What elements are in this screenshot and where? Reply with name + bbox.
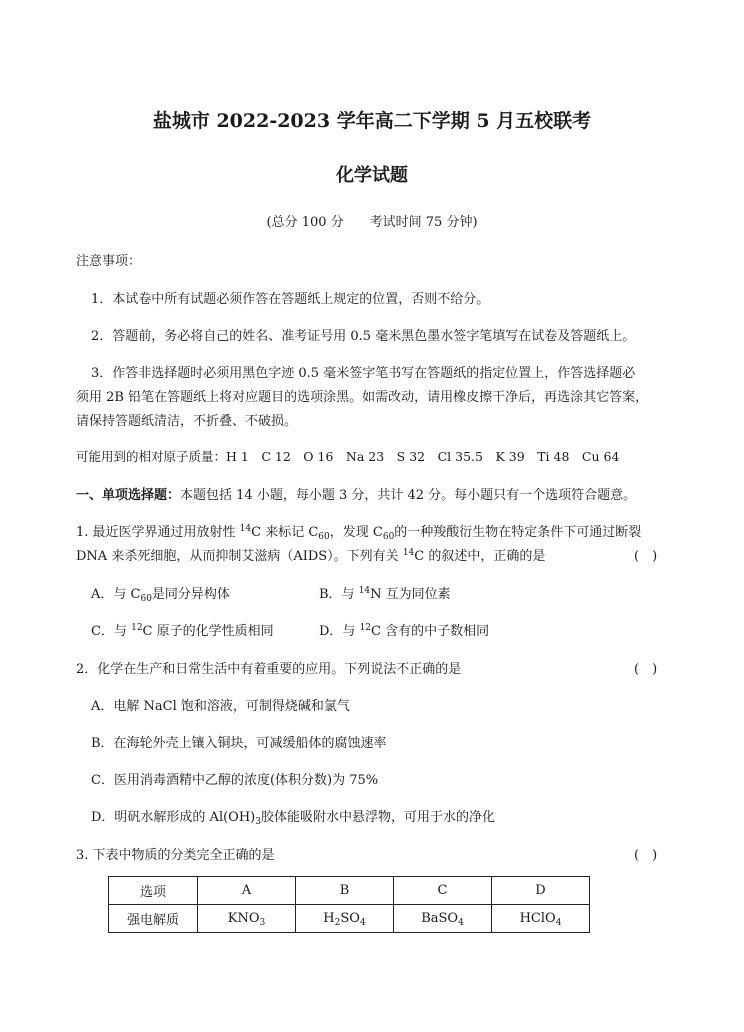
section-label: 一、单项选择题： [76,488,181,503]
q1-sup: 12 [359,623,372,633]
formula-text: BaSO [421,911,459,926]
formula-sub: 2 [334,918,341,928]
q1-sup: 14 [239,524,252,534]
note-item-2: 2．答题前，务必将自己的姓名、准考证号用 0.5 毫米黑色墨水签字笔填写在试卷及答题纸上。 [91,329,636,344]
exam-title: 盐城市 2022-2023 学年高二下学期 5 月五校联考 [152,110,592,132]
q1-sub: 60 [382,532,395,542]
exam-subtitle: 化学试题 [336,165,408,186]
q1-sub: 60 [140,594,152,604]
q1-option-text: 是同分异构体 [151,587,230,602]
q1-text: C 的叙述中，正确的是 [414,549,546,564]
table-header-cell: 选项 [109,877,198,905]
exam-meta: (总分 100 分 考试时间 75 分钟) [266,215,478,230]
q1-option-b [319,583,451,602]
q2-sub: 3 [255,817,261,827]
table-cell [296,905,394,933]
q1-stem-line1 [76,521,641,540]
note-item-3-cont2: 请保持答题纸清洁，不折叠、不破损。 [76,414,298,429]
table-row [109,905,590,933]
table-cell [394,905,492,933]
q1-sup: 14 [402,548,415,558]
q1-stem-line2 [76,545,545,564]
q2-option-text: 胶体能吸附水中悬浮物，可用于水的净化 [260,810,495,825]
q1-option-a [91,583,230,602]
q1-answer-paren: ( ) [634,549,658,564]
table-cell [492,905,590,933]
formula-sub: 4 [555,918,562,928]
q3-stem: 3. 下表中物质的分类完全正确的是 [76,848,275,863]
q2-option-b: B．在海轮外壳上镶入铜块，可减缓船体的腐蚀速率 [91,736,387,751]
formula-text: SO [340,911,360,926]
q2-option-a: A．电解 NaCl 饱和溶液，可制得烧碱和氯气 [91,699,350,714]
q1-sup: 14 [358,586,371,596]
q1-text: DNA 来杀死细胞，从而抑制艾滋病（AIDS）。下列有关 [76,549,403,564]
formula-sub: 4 [458,918,464,928]
note-item-3: 3．作答非选择题时必须用黑色字迹 0.5 毫米签字笔书写在答题纸的指定位置上，作答选择题必 [91,366,636,381]
table-header-cell: C [394,877,492,905]
q1-sup: 12 [131,623,143,633]
section-text: 本题包括 14 小题，每小题 3 分，共计 42 分。每小题只有一个选项符合题意。 [180,488,637,503]
note-item-3-cont1: 须用 2B 铅笔在答题纸上将对应题目的选项涂黑。如需改动，请用橡皮擦干净后，再选涂其它答案， [76,390,649,405]
q1-option-c [91,620,274,639]
formula-text: KNO [227,911,260,926]
table-header-row [109,877,590,905]
q2-option-text: D．明矾水解形成的 Al(OH) [91,810,256,825]
q2-option-d [91,806,495,825]
q1-text: 的一种羧酸衍生物在特定条件下可通过断裂 [394,525,642,540]
q1-option-text: D．与 [319,624,360,639]
q1-option-d [319,620,489,639]
q2-answer-paren: ( ) [634,662,658,677]
section-heading [76,484,636,503]
formula-text: HClO [519,911,556,926]
notes-heading: 注意事项： [76,254,142,269]
q1-option-text: C 含有的中子数相同 [371,624,490,639]
q2-option-c: C．医用消毒酒精中乙醇的浓度(体积分数)为 75% [91,773,379,788]
q1-sub: 60 [318,532,330,542]
q3-classification-table [108,876,590,933]
table-header-cell: A [198,877,296,905]
q1-option-text: C 原子的化学性质相同 [142,624,274,639]
table-header-cell: B [296,877,394,905]
q1-option-text: A．与 C [91,587,141,602]
table-cell: 强电解质 [109,905,198,933]
q1-text: C 来标记 C [251,525,319,540]
table-header-cell: D [492,877,590,905]
note-item-1: 1．本试卷中所有试题必须作答在答题纸上规定的位置，否则不给分。 [91,292,490,307]
q2-stem: 2．化学在生产和日常生活中有着重要的应用。下列说法不正确的是 [76,662,462,677]
q1-option-text: B．与 [319,587,359,602]
q1-text: 1. 最近医学界通过用放射性 [76,525,240,540]
q1-text: ，发现 C [329,525,383,540]
table-cell [198,905,296,933]
q3-answer-paren: ( ) [634,848,658,863]
formula-text: H [323,911,335,926]
atomic-masses: 可能用到的相对原子质量：H 1 C 12 O 16 Na 23 S 32 Cl 35.5 K 39 Ti 48 Cu 64 [76,449,620,464]
q1-option-text: C．与 [91,624,132,639]
q1-option-text: N 互为同位素 [370,587,451,602]
formula-sub: 4 [359,918,366,928]
formula-sub: 3 [259,918,266,928]
